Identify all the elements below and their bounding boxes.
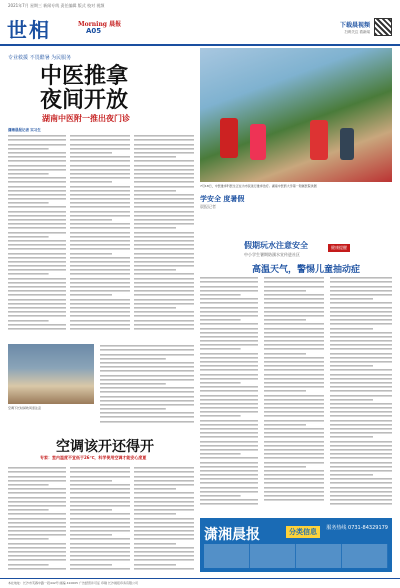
main-news-photo: [200, 48, 392, 182]
lead-headline: [40, 64, 190, 112]
safety-stamp: 学安全 度暑假: [200, 194, 245, 203]
lead-body-col3: [134, 134, 194, 334]
safety-stamp-small: 晨报记者: [200, 204, 216, 209]
ac-photo-caption: 空调下长时间吹风需注意: [8, 406, 42, 410]
mid-body-col1: [200, 276, 258, 512]
ac-body-col1: [8, 466, 66, 572]
drowning-story-sub: 中小学生暑期防溺水宣传进社区: [244, 252, 300, 257]
qr-code-icon[interactable]: [374, 18, 392, 36]
ad-phone: 服务热线 0731-84329179: [326, 525, 388, 531]
page-header: [0, 12, 400, 46]
lead-kicker: 专业救援 不畏酷暑 为民服务: [8, 55, 72, 61]
paper-logo: Morning 晨报: [78, 21, 122, 28]
lead-byline: 潇湘晨报记者 实习生: [8, 128, 41, 132]
ac-body-col2: [70, 466, 130, 572]
ac-story-headline: 空调该开还得开: [56, 439, 154, 455]
lead-body-col1: [8, 134, 66, 334]
lead-headline-line2: 夜间开放: [40, 87, 129, 113]
lead-subhead: 湖南中医附一推出夜门诊: [42, 114, 130, 123]
main-photo-caption: 7月18日，中医推拿科医生正在为市民进行推拿治疗。湖南中医药大学第一附属医院供图: [200, 184, 317, 188]
photo-figure: [340, 128, 354, 160]
ad-badge: 分类信息: [286, 526, 320, 538]
photo-figure: [250, 124, 266, 160]
tic-story-title: 高温天气，警惕儿童抽动症: [252, 265, 361, 275]
ac-body-col3: [134, 466, 194, 572]
left-mid-body: [100, 344, 194, 424]
photo-figure: [220, 118, 238, 158]
health-tag: 健康提醒: [328, 244, 350, 252]
mid-body-col2: [264, 276, 324, 512]
ad-title: 潇湘晨报: [204, 527, 260, 543]
lead-body-col2: [70, 134, 130, 334]
drowning-story-title: 假期玩水注意安全: [244, 241, 308, 250]
mid-body-col3: [330, 276, 392, 512]
page-number: A05: [86, 27, 102, 35]
ac-story-photo: [8, 344, 94, 404]
lead-headline-line1: 中医推拿: [40, 63, 129, 89]
header-right-sub: 扫码关注 看新闻: [344, 30, 370, 34]
ad-listing-grid: [204, 544, 388, 568]
classified-ad-banner[interactable]: [200, 518, 392, 572]
ac-story-subhead: 专家：室内温度不宜低于26℃，科学使用空调才能安心度夏: [40, 455, 147, 460]
header-right-title: 下载晨视频: [339, 22, 370, 29]
section-title: 世相: [7, 18, 51, 42]
page-topline: 2021年7月 星期三 新闻专线 责任编辑 版式 校对 视频: [8, 3, 105, 8]
photo-figure: [310, 120, 328, 160]
page-footer: 本社地址：长沙市芙蓉中路一段442号 邮编 410005 广告经营许可证 印刷 长沙晨报印务有限公司: [0, 578, 400, 588]
